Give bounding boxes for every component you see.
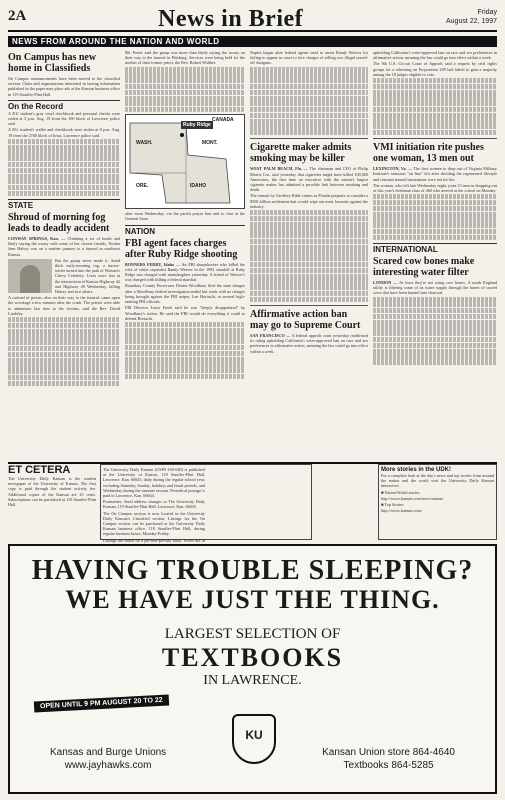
- story-fbi-p3: FBI Director Louis Freeh said he was "deeply disappointed" by Woodbury's action. He said the FBI would do everything it could to defend Horiuchi.: [125, 305, 245, 321]
- map-label-wash: WASH.: [136, 140, 153, 147]
- story-aa-cont2: The 9th U.S. Circuit Court of Appeals said a request by civil rights groups for a rehearing on Proposition 209 had failed to gain a majority among the 18 judges eligible to vote.: [373, 61, 497, 77]
- web-promo-title: More stories in the UDK!: [381, 467, 452, 473]
- map-tag-ruby-ridge: Ruby Ridge: [183, 122, 211, 129]
- section-state: STATE: [8, 199, 120, 210]
- headline-fbi-agent: FBI agent faces charges after Ruby Ridge shooting: [125, 237, 238, 260]
- ad-website[interactable]: www.jayhawks.com: [64, 760, 152, 771]
- story-cig-p2: The remark by Geoffrey Bible comes as Florida prepares to consider a $500 billion settlement that would wipe out most lawsuits against the industry.: [250, 193, 368, 209]
- et-cetera-box: [8, 464, 96, 540]
- web-url-nation[interactable]: http://www.kansan.com/news/nation/: [381, 495, 444, 501]
- story-fog-cont: Mr. Porter said the group was more than likely saying the rosary on their way to the funeral in Pittsburg. Services were being held for the mother of their former priest, the Rev. Robert Walther.: [125, 50, 245, 66]
- record-item-2: A KU student's wallet and checkbook were stolen at 8 p.m. Aug. 19 from the 2700 block of Iowa, Lawrence police said.: [8, 127, 120, 138]
- headline-fog-accident: Shroud of morning fog leads to deadly accident: [8, 212, 110, 235]
- section-title: News in Brief: [158, 6, 304, 32]
- ad-store-phone: Kansan Union store 864-4640: [322, 747, 455, 758]
- story-fbi-p2: Boundary County Prosecutor Denise Woodbury filed the state charges after a Woodbury federal investigation ended last week with no charges being brought against the FBI sniper, Lon Horiuchi, or several high-ranking FBI officials.: [125, 283, 245, 305]
- ruby-ridge-map: [125, 114, 245, 209]
- story-fog-p2: But the group never made it. Amid thick early-morning fog, a tractor-trailer turned into the path of Women's Chevy Celebrity. Lives were lost at the intersection of Kansas Highway 42 and Highway 49 Wednesday, killing Halsey and two others.: [55, 257, 121, 295]
- dateline-bonners-ferry: BONNERS FERRY, Idaho —: [125, 261, 180, 267]
- column-3: [250, 50, 368, 355]
- ad-headline-1: HAVING TROUBLE SLEEPING?: [31, 555, 474, 586]
- ad-open-hours-tag: OPEN UNTIL 9 PM AUGUST 20 TO 22: [34, 694, 169, 712]
- story-vmi-p1: LEXINGTON, Va. — The first women to drop out of Virginia Military Institute's torturous "rat line" left after deciding the regimented lifestyle and constant mental harassment were not for her.: [373, 166, 497, 182]
- story-fog-p3: A carload of priests, also on their way to the funeral, came upon the wreckage a few minutes after the crash. The priests were able to administer last rites to the victims, said the Rev. David Lindsley.: [8, 295, 120, 316]
- column-1: [8, 50, 120, 386]
- story-fog-p1: CONWAY SPRINGS, Kan. — Climbing a set of heads and likely saying the rosary with some of her closest friends, Norma Jean Halsey was on a somber journey to a funeral in southeast Kansas.: [8, 236, 120, 257]
- ad-unions-name: Kansas and Burge Unions: [50, 747, 167, 758]
- map-label-ore: ORE.: [136, 183, 149, 190]
- dateline-lexington: LEXINGTON, Va. —: [373, 166, 413, 172]
- ad-footer-right: [322, 746, 455, 772]
- story-on-campus: On Campus announcements have been moved to the classified section. Clubs and organizations interested in having information published in the paper may place ads at the Kansan business office in 119 Stauffer-Flint Hall.: [8, 76, 120, 97]
- web-url-top[interactable]: http://www.kansan.com/: [381, 508, 422, 514]
- ad-subhead: LARGEST SELECTION OF: [164, 626, 341, 642]
- headline-on-campus: On Campus has new home in Classifieds: [8, 52, 97, 74]
- web-link-top[interactable]: ■ Top Stories: [381, 502, 404, 508]
- issue-date-text: August 22, 1997: [446, 18, 497, 25]
- record-item-1: A KU student's gray vinyl checkbook and personal checks were stolen at 3 p.m. Aug. 19 from the 100 block of Lawrence police said.: [8, 110, 120, 127]
- map-label-mont: MONT.: [202, 140, 218, 147]
- story-cow-p1: LONDON — At least they're not using cow bones. A north England utility is filtering some of its water supply through the bones of sacred cows that have been burned into charcoal.: [373, 279, 497, 296]
- headline-vmi: VMI initiation rite pushes one woman, 13 men out: [373, 142, 484, 165]
- publication-info-box: [100, 464, 312, 543]
- on-campus-pricing-text: Listings are billed on a per-line-per-day basis. Prices are at: [103, 537, 205, 543]
- dateline-san-francisco: SAN FRANCISCO —: [250, 332, 291, 338]
- story-fbi-p1: BONNERS FERRY, Idaho — An FBI sharpshooter who killed the wife of white separatist Randy Weaver in the 1992 standoff at Ruby Ridge was charged with manslaughter yesterday. A friend of Weaver's was charged with killing a federal marshal.: [125, 261, 245, 283]
- column-4: [373, 50, 497, 366]
- section-nation: NATION: [125, 225, 245, 236]
- dateline-london: LONDON —: [373, 279, 398, 285]
- column-2: [125, 50, 245, 380]
- ku-seal-icon: KU: [232, 714, 276, 764]
- headline-affirmative-action: Affirmative action ban may go to Supreme Court: [250, 308, 361, 331]
- story-aa-cont: upholding California's voter-approved ban on race and sex preferences in affirmative action, meaning the law could go into effect within a week.: [373, 50, 497, 61]
- publication-info-left: [103, 467, 205, 511]
- et-cetera-text: The University Daily Kansan is the student newspaper of the University of Kansas. The first copy is paid through the student activity fee. Additional copies of the Kansan are 25 cents. Subscriptions can be purchased at 119 Stauffer-Flint Hall.: [8, 476, 96, 508]
- story-fbi-cont: Naples began after federal agents tried to arrest Randy Weaver for failing to appear in court to face charges of selling two illegal sawed-off shotguns.: [250, 50, 368, 66]
- web-promo-box: [378, 464, 497, 540]
- headline-cigarette: Cigarette maker admits smoking may be killer: [250, 142, 352, 165]
- issue-day: Friday: [477, 9, 497, 16]
- et-cetera-title: ET CETERA: [8, 464, 71, 476]
- map-label-idaho: IDAHO: [190, 183, 207, 190]
- ad-textbooks-phone: Textbooks 864-5285: [343, 760, 434, 771]
- issue-date: [446, 8, 497, 26]
- dateline-west-palm-beach: WEST PALM BEACH, Fla. —: [250, 166, 308, 172]
- ad-in-lawrence: IN LAWRENCE.: [203, 673, 302, 688]
- map-label-canada: CANADA: [212, 117, 234, 124]
- page-number: 2A: [8, 8, 27, 24]
- dateline-conway-springs: CONWAY SPRINGS, Kan. —: [8, 236, 66, 242]
- headline-cow-bones: Scared cow bones make interesting water filter: [373, 255, 475, 278]
- ad-footer-left: [50, 746, 166, 772]
- story-vmi-p2: The woman, who left late Wednesday night, joins 13 men in dropping out of this year's freshman class of 460 who arrived at the school on Monday.: [373, 182, 497, 194]
- on-campus-info-text: The On Campus section is now located in the University Daily Kansan's Classified section. Listings for the On Campus section can be purchased at the University Daily Kansan business office, 119 Stauffer-Flint Hall, during regular business hours, Monday-Friday.: [103, 510, 205, 537]
- ad-textbooks: TEXTBOOKS: [161, 643, 344, 672]
- ad-headline-2: WE HAVE JUST THE THING.: [65, 585, 440, 614]
- web-promo-text: For a complete look at the day's news and top stories from around the nation and the world visit the University Daily Kansan interactive.: [381, 473, 494, 489]
- story-cig-p1: WEST PALM BEACH, Fla. — The chairman and CEO of Philip Morris Cos. said yesterday that cigarettes might have killed 100,000 Americans, the first time an executive with the nation's largest cigarette maker has admitted a possible link between smoking and death.: [250, 166, 368, 193]
- web-link-nation[interactable]: ■ Nation/World stories: [381, 489, 420, 495]
- story-aa-p1: SAN FRANCISCO — A federal appeals court yesterday reaffirmed its ruling upholding California's voter-approved ban on race and sex preferences in affirmative action, meaning the law could go into effect within a week.: [250, 332, 368, 354]
- bottom-band: [8, 462, 497, 543]
- section-international: INTERNATIONAL: [373, 243, 497, 254]
- postmaster-text: Postmaster: Send address changes to The University Daily Kansan, 119 Stauffer-Flint Hall, Lawrence, Kan. 66045.: [103, 499, 205, 510]
- textbook-advertisement: [8, 544, 497, 794]
- publication-info-text: The University Daily Kansan (USPS 650-640) is published at the University of Kansas, 119 Stauffer-Flint Hall, Lawrence, Kan. 66045, daily during the regular school year, excluding Saturday, Sunday, holidays and finals periods, and Wednesday during the summer session. Periodical postage is paid in Lawrence, Kan. 66044.: [103, 467, 205, 499]
- nation-world-bar: NEWS FROM AROUND THE NATION AND WORLD: [8, 36, 497, 47]
- story-fog-end: after noon Wednesday, via the parish prayer line and to chat at the General Store.: [125, 211, 245, 222]
- photo-halsey: [8, 259, 52, 293]
- section-on-the-record: On the Record: [8, 100, 120, 111]
- masthead: [8, 6, 497, 32]
